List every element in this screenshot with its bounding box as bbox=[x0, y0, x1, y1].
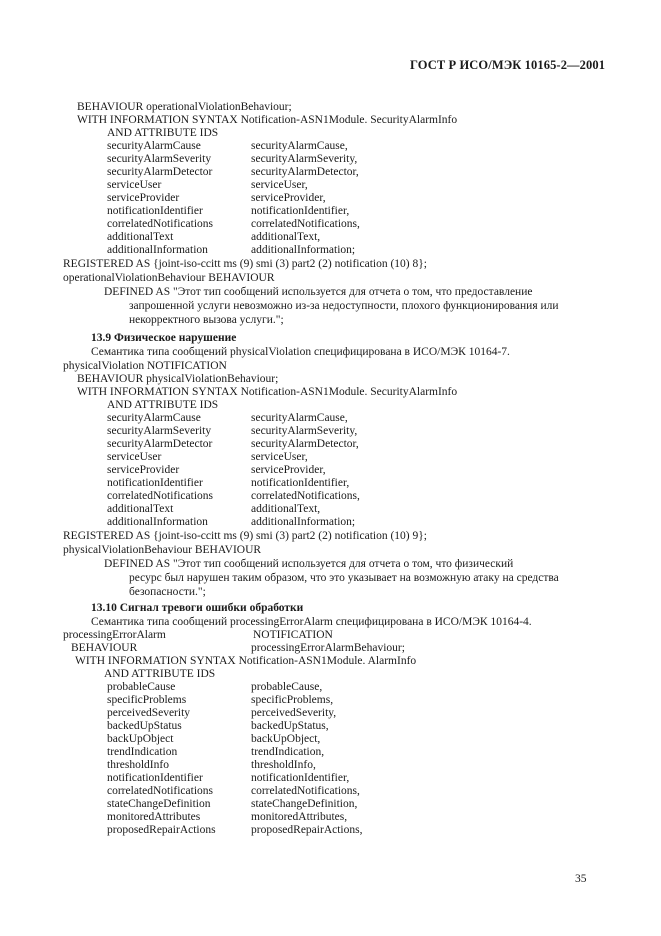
defined-as-cont: запрошенной услуги невозможно из-за недоступности, плохого функционирования или bbox=[129, 300, 559, 312]
attr-name: notificationIdentifier bbox=[107, 477, 203, 489]
attr-name: securityAlarmDetector bbox=[107, 166, 213, 178]
attr-value: correlatedNotifications, bbox=[251, 785, 360, 797]
attr-name: stateChangeDefinition bbox=[107, 798, 211, 810]
registered-line: REGISTERED AS {joint-iso-ccitt ms (9) smi (3) part2 (2) notification (10) 9}; bbox=[63, 530, 427, 542]
notification-line: physicalViolation NOTIFICATION bbox=[63, 360, 227, 372]
attr-name: notificationIdentifier bbox=[107, 205, 203, 217]
attr-value: additionalText, bbox=[251, 503, 321, 515]
attr-name: securityAlarmDetector bbox=[107, 438, 213, 450]
attr-value: securityAlarmCause, bbox=[251, 140, 348, 152]
attr-value: serviceUser, bbox=[251, 179, 308, 191]
attr-value: backedUpStatus, bbox=[251, 720, 329, 732]
behaviour-value: processingErrorAlarmBehaviour; bbox=[251, 642, 405, 654]
defined-as-cont: некорректного вызова услуги."; bbox=[129, 314, 284, 326]
attr-name: additionalText bbox=[107, 231, 174, 243]
and-attr-line: AND ATTRIBUTE IDS bbox=[107, 127, 219, 139]
attr-name: thresholdInfo bbox=[107, 759, 169, 771]
attr-name: correlatedNotifications bbox=[107, 490, 214, 502]
attr-value: correlatedNotifications, bbox=[251, 218, 360, 230]
attr-value: securityAlarmDetector, bbox=[251, 166, 359, 178]
section-intro: Семантика типа сообщений processingErrorAlarm специфицирована в ИСО/МЭК 10164-4. bbox=[91, 616, 532, 628]
behaviour-line: BEHAVIOUR operationalViolationBehaviour; bbox=[77, 101, 292, 113]
attr-value: additionalInformation; bbox=[251, 244, 356, 256]
attr-name: notificationIdentifier bbox=[107, 772, 203, 784]
defined-as-line: DEFINED AS "Этот тип сообщений используется для отчета о том, что предоставление bbox=[104, 286, 533, 298]
attr-name: additionalInformation bbox=[107, 516, 208, 528]
attr-name: additionalText bbox=[107, 503, 174, 515]
defined-as-line: DEFINED AS "Этот тип сообщений используется для отчета о том, что физический bbox=[104, 558, 514, 570]
behaviour-line: BEHAVIOUR physicalViolationBehaviour; bbox=[77, 373, 279, 385]
attr-value: thresholdInfo, bbox=[251, 759, 316, 771]
attr-value: correlatedNotifications, bbox=[251, 490, 360, 502]
attr-value: proposedRepairActions, bbox=[251, 824, 363, 836]
attr-value: additionalInformation; bbox=[251, 516, 356, 528]
attr-name: securityAlarmCause bbox=[107, 412, 201, 424]
attr-name: trendIndication bbox=[107, 746, 178, 758]
behaviour-def-line: physicalViolationBehaviour BEHAVIOUR bbox=[63, 544, 262, 556]
attr-name: monitoredAttributes bbox=[107, 811, 201, 823]
behaviour-def-line: operationalViolationBehaviour BEHAVIOUR bbox=[63, 272, 275, 284]
page-number: 35 bbox=[575, 873, 587, 885]
with-info-line: WITH INFORMATION SYNTAX Notification-ASN1Module. SecurityAlarmInfo bbox=[77, 386, 458, 398]
attr-name: correlatedNotifications bbox=[107, 785, 214, 797]
attr-value: securityAlarmCause, bbox=[251, 412, 348, 424]
attr-value: notificationIdentifier, bbox=[251, 205, 350, 217]
with-info-line: WITH INFORMATION SYNTAX Notification-ASN1Module. SecurityAlarmInfo bbox=[77, 114, 458, 126]
and-attr-line: AND ATTRIBUTE IDS bbox=[104, 668, 216, 680]
defined-as-cont: безопасности."; bbox=[129, 586, 206, 598]
attr-value: securityAlarmDetector, bbox=[251, 438, 359, 450]
section-title: 13.10 Сигнал тревоги ошибки обработки bbox=[91, 602, 304, 614]
attr-value: serviceProvider, bbox=[251, 192, 326, 204]
attr-name: perceivedSeverity bbox=[107, 707, 191, 719]
attr-name: securityAlarmSeverity bbox=[107, 425, 212, 437]
attr-value: serviceProvider, bbox=[251, 464, 326, 476]
with-info-line: WITH INFORMATION SYNTAX Notification-ASN1Module. AlarmInfo bbox=[75, 655, 417, 667]
attr-name: serviceUser bbox=[107, 451, 162, 463]
attr-value: notificationIdentifier, bbox=[251, 772, 350, 784]
attr-name: specificProblems bbox=[107, 694, 187, 706]
attr-value: securityAlarmSeverity, bbox=[251, 153, 358, 165]
and-attr-line: AND ATTRIBUTE IDS bbox=[107, 399, 219, 411]
attr-value: perceivedSeverity, bbox=[251, 707, 337, 719]
attr-value: notificationIdentifier, bbox=[251, 477, 350, 489]
behaviour-keyword: BEHAVIOUR bbox=[71, 642, 138, 654]
registered-line: REGISTERED AS {joint-iso-ccitt ms (9) smi (3) part2 (2) notification (10) 8}; bbox=[63, 258, 427, 270]
section-intro: Семантика типа сообщений physicalViolation специфицирована в ИСО/МЭК 10164-7. bbox=[91, 346, 510, 358]
attr-value: probableCause, bbox=[251, 681, 323, 693]
attr-name: probableCause bbox=[107, 681, 176, 693]
attr-name: serviceProvider bbox=[107, 192, 180, 204]
attr-name: additionalInformation bbox=[107, 244, 208, 256]
attr-value: specificProblems, bbox=[251, 694, 334, 706]
attr-value: additionalText, bbox=[251, 231, 321, 243]
attr-value: securityAlarmSeverity, bbox=[251, 425, 358, 437]
attr-name: correlatedNotifications bbox=[107, 218, 214, 230]
attr-name: serviceProvider bbox=[107, 464, 180, 476]
notification-keyword: NOTIFICATION bbox=[253, 629, 333, 641]
attr-name: securityAlarmCause bbox=[107, 140, 201, 152]
defined-as-cont: ресурс был нарушен таким образом, что это указывает на возможную атаку на средства bbox=[129, 572, 559, 584]
attr-name: backedUpStatus bbox=[107, 720, 182, 732]
notification-name: processingErrorAlarm bbox=[63, 629, 166, 641]
section-title: 13.9 Физическое нарушение bbox=[91, 332, 237, 344]
attr-value: stateChangeDefinition, bbox=[251, 798, 358, 810]
attr-name: securityAlarmSeverity bbox=[107, 153, 212, 165]
attr-value: backUpObject, bbox=[251, 733, 321, 745]
page-header: ГОСТ Р ИСО/МЭК 10165-2—2001 bbox=[410, 58, 606, 72]
attr-value: trendIndication, bbox=[251, 746, 325, 758]
attr-name: serviceUser bbox=[107, 179, 162, 191]
attr-value: serviceUser, bbox=[251, 451, 308, 463]
attr-name: proposedRepairActions bbox=[107, 824, 216, 836]
attr-name: backUpObject bbox=[107, 733, 174, 745]
attr-value: monitoredAttributes, bbox=[251, 811, 348, 823]
